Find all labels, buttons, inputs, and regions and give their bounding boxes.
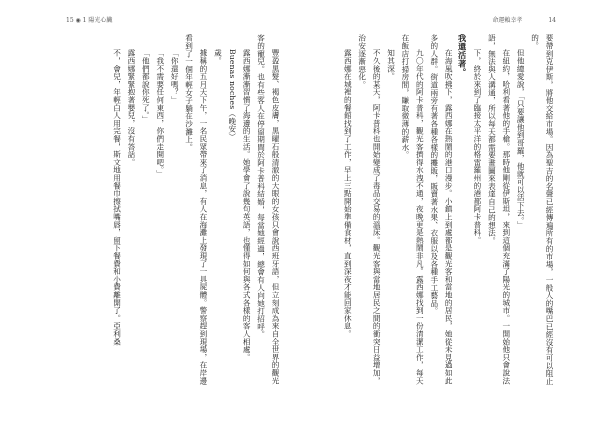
dialogue: 「我不需要任何東西，你們走開吧。」 [155, 49, 165, 178]
paragraph: 不，會兒，年輕白人用完餐，斯文地用餐巾擦拭嘴唇，留下餐費和小費離開了。亞利桑 [112, 49, 122, 346]
section-heading: 我還活著。 [457, 34, 468, 76]
dialogue: 「你還好嗎？」 [170, 49, 180, 104]
right-page [300, 34, 556, 390]
paragraph: 不久後的某天，阿卡普科也開始變成了毒品交易的溫床。觀光客與當地居民之間的衝突日益增加，治安逐漸惡化。 [357, 34, 382, 385]
page-header-right [492, 18, 556, 24]
paragraph: 知其深。 [386, 49, 396, 81]
paragraph: Buenas noches（晚安） [227, 49, 237, 141]
paragraph: 露西娜漸漸習慣了海邊的生活。她學會了說幾句英語，也懂得如何與各式各樣的客人相處。 [242, 49, 252, 362]
left-page [48, 34, 282, 390]
paragraph: 歲。 [213, 49, 223, 65]
paragraph: 九〇年代的阿卡普科，觀光客擠得水洩不通，夜晚更是熱鬧非凡。露西娜找到一份清潔工作，每天在飯店打掃房間，賺取微薄的薪水。 [400, 34, 425, 385]
page-header-left: 15 ◉ 1 陽光心臟 [66, 17, 113, 24]
paragraph: 在紐約，哈利看著他的手槍。那時他剛從伊斯坦，來到這個充滿了陽光的城市。一開始他只會說法語，無法與人溝通，所以每天都需要畫圖來表達自己的想法。 [487, 34, 511, 385]
paragraph: 豐盈黑髮、褐色皮膚，黑曜石般清澈的大眼的女孩只會說西班牙語，但立刻成為來自全世界的觀光客的寵兒。也有些客人在停留期間於阿卡普科結婚，每當她經過，總會有人向她打招呼。 [256, 34, 280, 385]
paragraph: 要帶到克伊斯，將他交給市場。因為聖吉的名聲已經傳遍所有的市場，一般人的嘴巴已經沒有可以阻止的。 [530, 34, 554, 385]
paragraph: 但他總愛說，「只要讓他到哥羅，他就可以活下去。」 [516, 49, 526, 229]
book-title: 命運賴幸孝 [492, 17, 523, 24]
page-number: 14 [548, 17, 556, 24]
paragraph: 露西娜緊緊抱著嬰兒，沒有答話。 [126, 49, 136, 167]
paragraph: 據稱的五月天下午，一名民眾帶來了消息，有人在海灘上發現了一具屍體。警察趕到現場，在岸邊看到了一個年輕女子躺在沙灘上。 [184, 34, 208, 385]
paragraph: 在海風吹拂下，露西娜在熱鬧的港口漫步。小鎮上到處都是觀光客和當地的居民，她從未見過如此多的人群。街道兩旁有著各種各樣的攤販，販賣著水果、衣服以及各種手工藝品。 [429, 34, 454, 385]
dialogue: 「他們都說你死了。」 [141, 49, 151, 124]
paragraph: 下，終於來到了臨接太平洋的格雷羅州的港都阿卡普科。 [472, 49, 482, 245]
paragraph: 露西娜在城裡的餐館找到了工作，早上三點開始準備食材，直到深夜才能回家休息。 [343, 49, 353, 338]
